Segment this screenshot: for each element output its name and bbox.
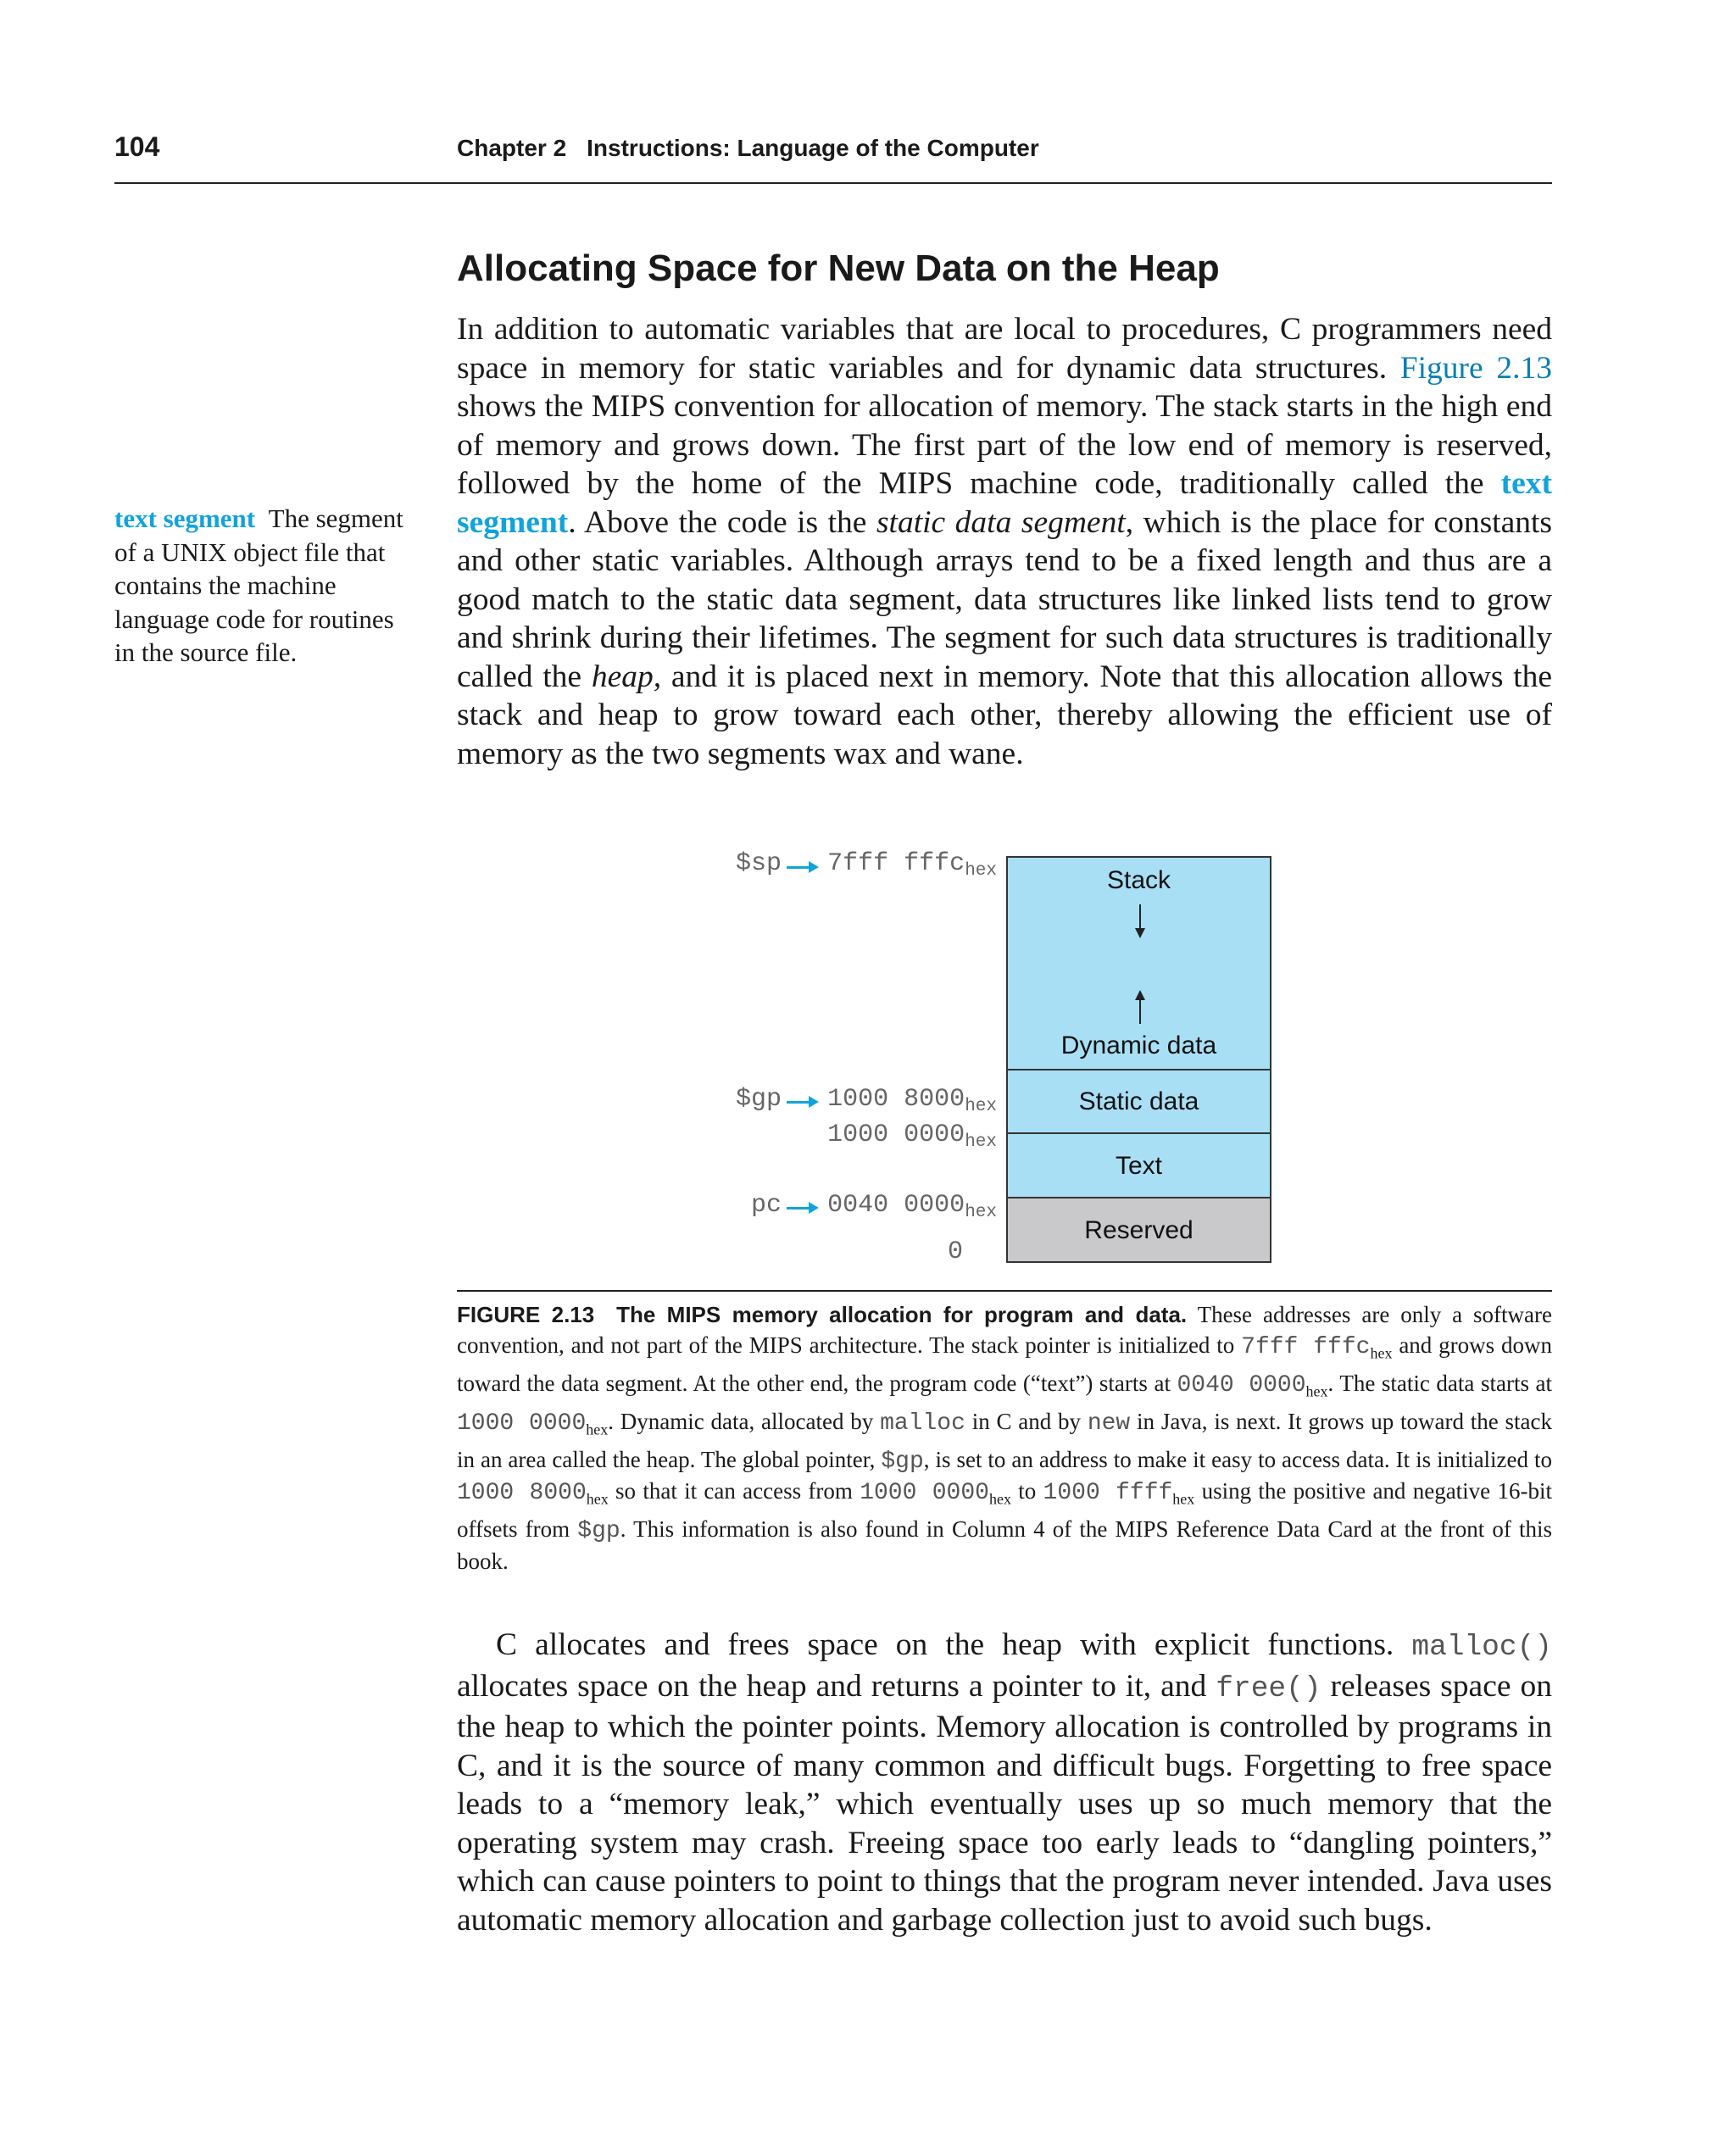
hex-suffix: hex [1305, 1382, 1328, 1399]
gp-register-label: $gp [736, 1085, 782, 1114]
code-run: 7fff fffc [1241, 1333, 1371, 1360]
text-run: releases space on the heap to which the pointer points. Memory allocation is controlled by programs in C, and it is the source of many common and difficult bugs. Forgetting to free space leads to a “memory leak,” which eventually uses up so much memory that the operating system may crash. Freeing space too early leads to “dangling pointers,” which can cause pointers to point to things that the program never intended. Java uses automatic memory allocation and garbage collection just to avoid such bugs. [457, 1668, 1552, 1938]
static-data-label: Static data [1078, 1087, 1199, 1115]
code-run: 1000 8000 [457, 1480, 587, 1507]
text-run: to [1010, 1478, 1043, 1504]
gp-arrow-icon [787, 1101, 812, 1104]
stack-down-arrow-icon [1135, 928, 1145, 938]
heap-up-arrow-shaft [1139, 998, 1141, 1024]
chapter-title: Instructions: Language of the Computer [587, 135, 1039, 161]
hex-suffix: hex [965, 1097, 997, 1116]
static-data-segment [1006, 1069, 1271, 1134]
text-run: , which is the place for constants and other static variables. Although arrays tend to be a fixed length and thus are a good match to the static data segment, data structures like linked lists tend to grow and shrink during their lifetimes. The segment for such data structures is traditionally called the [457, 504, 1552, 694]
text-run: in C and by [965, 1408, 1088, 1434]
hex-suffix: hex [586, 1490, 609, 1508]
heap-term: heap, [591, 659, 662, 694]
page-number: 104 [114, 131, 160, 162]
term-text-segment: text segment [457, 466, 1552, 540]
address-text-start [827, 1191, 997, 1222]
text-run: These addresses are only a software convention, and not part of the MIPS architecture. The stack pointer is initialized to [457, 1302, 1552, 1358]
code-run: 1000 ffff [1043, 1480, 1173, 1507]
address-zero: 0 [947, 1237, 963, 1266]
code-run: 1000 0000 [860, 1480, 989, 1507]
text-run: . Dynamic data, allocated by [608, 1408, 881, 1434]
body-paragraph-1 [457, 310, 1552, 773]
code-run: $gp [577, 1518, 620, 1545]
body-paragraph-2 [457, 1626, 1552, 1939]
text-label: Text [1115, 1152, 1163, 1180]
text-run: and it is placed next in memory. Note that this allocation allows the stack and heap to grow toward each other, thereby allowing the efficient use of memory as the two segments wax and wane. [457, 659, 1552, 771]
text-run: so that it can access from [608, 1478, 860, 1504]
chapter-heading [457, 135, 1039, 162]
margin-definition [114, 502, 420, 670]
address-value: 1000 8000 [827, 1085, 965, 1114]
text-run: allocates space on the heap and returns a pointer to it, and [457, 1668, 1216, 1704]
sp-arrow-icon [787, 866, 812, 869]
hex-suffix: hex [586, 1420, 609, 1438]
running-header [114, 131, 1552, 184]
text-run: in Java, is next. It grows up toward the stack in an area called the heap. The global pointer, [457, 1408, 1552, 1472]
stack-dynamic-segment [1006, 856, 1271, 1070]
code-run: free() [1216, 1671, 1321, 1705]
stack-down-arrow-shaft [1139, 904, 1141, 930]
text-run: using the positive and negative 16-bit offsets from [457, 1478, 1552, 1543]
static-data-segment-term: static data segment [876, 504, 1126, 540]
text-run: . This information is also found in Column 4 of the MIPS Reference Data Card at the front of this book. [457, 1516, 1552, 1574]
address-static-start [827, 1121, 997, 1152]
dynamic-data-label: Dynamic data [1060, 1032, 1217, 1059]
address-value: 7fff fffc [827, 849, 965, 878]
code-run: 0040 0000 [1177, 1371, 1306, 1399]
pc-arrow-icon [787, 1207, 812, 1210]
chapter-number: Chapter 2 [457, 135, 567, 161]
text-run: and grows down toward the data segment. At the other end, the program code (“text”) starts at [457, 1332, 1552, 1396]
code-run: new [1087, 1410, 1131, 1437]
reserved-label: Reserved [1084, 1216, 1194, 1244]
reserved-segment [1006, 1197, 1271, 1263]
code-run: 1000 0000 [457, 1410, 587, 1437]
address-gp [827, 1085, 997, 1116]
hex-suffix: hex [965, 1132, 997, 1152]
text-run: In addition to automatic variables that are local to procedures, C programmers need space in memory for static variables and for dynamic data structures. [457, 312, 1552, 386]
figure-caption-title: The MIPS memory allocation for program and data. [616, 1302, 1188, 1327]
hex-suffix: hex [1370, 1343, 1393, 1361]
text-run: . The static data starts at [1327, 1370, 1552, 1396]
hex-suffix: hex [1172, 1490, 1195, 1508]
text-run: C allocates and frees space on the heap with explicit functions. [496, 1627, 1412, 1662]
address-value: 1000 0000 [827, 1121, 965, 1149]
figure-label: FIGURE 2.13 [457, 1302, 595, 1327]
figure-caption [457, 1300, 1552, 1577]
margin-definition-text: The segment of a UNIX object file that contains the machine language code for routines in the source file. [114, 503, 403, 667]
text-segment [1006, 1132, 1271, 1198]
hex-suffix: hex [988, 1490, 1011, 1508]
caption-rule [457, 1290, 1552, 1292]
code-run: $gp [881, 1448, 924, 1475]
hex-suffix: hex [965, 861, 997, 881]
sp-register-label: $sp [736, 849, 782, 878]
pc-register-label: pc [751, 1191, 782, 1220]
address-stack-top [827, 849, 997, 881]
section-title: Allocating Space for New Data on the Heap [457, 247, 1220, 289]
code-run: malloc() [1411, 1631, 1552, 1664]
code-run: malloc [880, 1410, 965, 1437]
stack-label: Stack [1106, 866, 1171, 894]
figure-link[interactable]: Figure 2.13 [1399, 350, 1552, 386]
text-run: shows the MIPS convention for allocation of memory. The stack starts in the high end of memory and grows down. The first part of the low end of memory is reserved, followed by the home of the MIPS machine code, traditionally called the [457, 389, 1552, 501]
address-value: 0040 0000 [827, 1191, 965, 1220]
margin-term: text segment [114, 503, 256, 533]
text-run: , is set to an address to make it easy to access data. It is initialized to [923, 1446, 1552, 1472]
text-run: . Above the code is the [568, 504, 876, 540]
hex-suffix: hex [965, 1203, 997, 1222]
